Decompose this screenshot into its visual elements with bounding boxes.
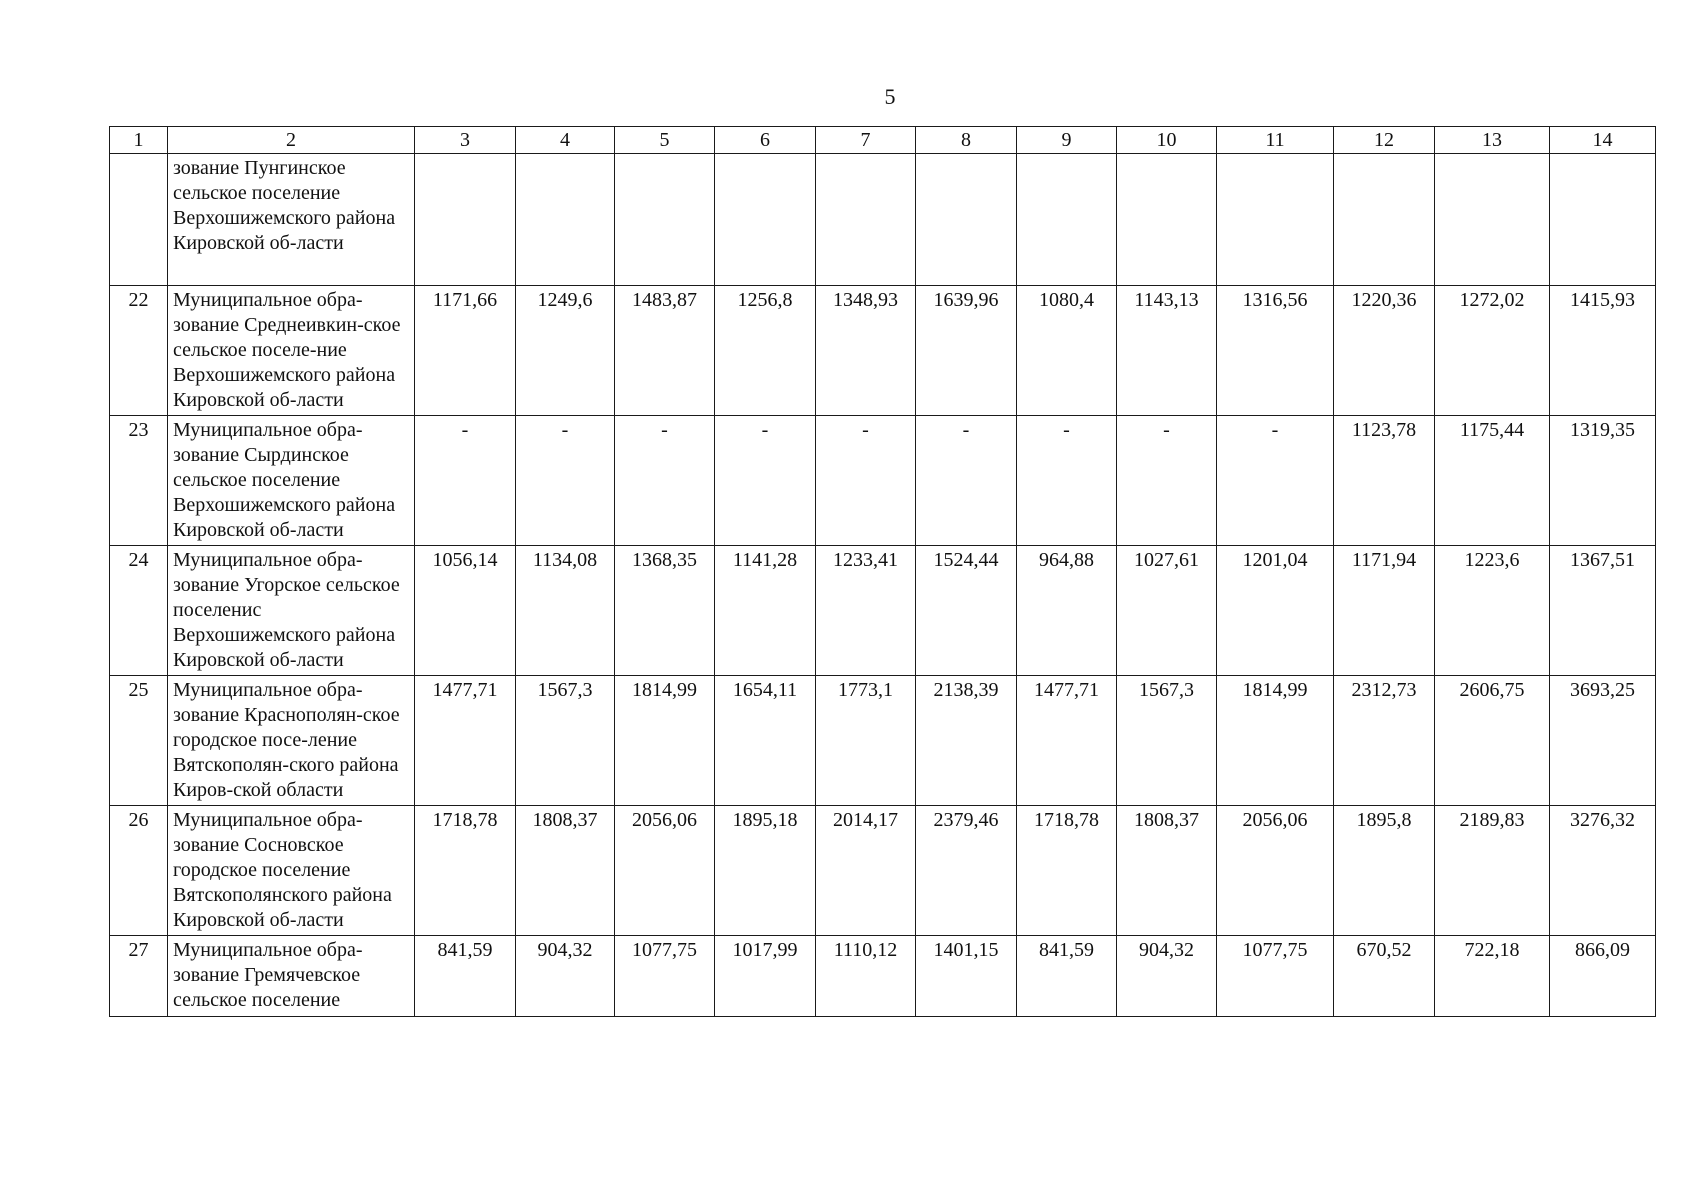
value-cell: 1175,44 — [1435, 416, 1550, 546]
value-cell — [415, 154, 516, 286]
value-cell: 904,32 — [1117, 936, 1217, 1017]
value-cell — [1217, 154, 1334, 286]
value-cell: 1141,28 — [715, 546, 816, 676]
value-cell: 1895,8 — [1334, 806, 1435, 936]
value-cell: 1123,78 — [1334, 416, 1435, 546]
value-cell: 1567,3 — [1117, 676, 1217, 806]
value-cell — [615, 154, 715, 286]
value-cell: 3693,25 — [1550, 676, 1656, 806]
column-header-2: 2 — [168, 127, 415, 154]
value-cell: 1814,99 — [1217, 676, 1334, 806]
table-row — [110, 806, 1656, 936]
value-cell: 2312,73 — [1334, 676, 1435, 806]
value-cell: 2189,83 — [1435, 806, 1550, 936]
row-number: 27 — [110, 936, 168, 1017]
value-cell: 1808,37 — [1117, 806, 1217, 936]
column-header-8: 8 — [916, 127, 1017, 154]
value-cell: 2138,39 — [916, 676, 1017, 806]
value-cell: - — [1017, 416, 1117, 546]
value-cell: 964,88 — [1017, 546, 1117, 676]
column-header-1: 1 — [110, 127, 168, 154]
row-number: 24 — [110, 546, 168, 676]
value-cell: 1077,75 — [1217, 936, 1334, 1017]
table-row — [110, 416, 1656, 546]
value-cell — [1117, 154, 1217, 286]
value-cell: 1171,94 — [1334, 546, 1435, 676]
value-cell: 841,59 — [415, 936, 516, 1017]
value-cell: - — [415, 416, 516, 546]
value-cell: 1654,11 — [715, 676, 816, 806]
column-header-13: 13 — [1435, 127, 1550, 154]
value-cell: - — [615, 416, 715, 546]
column-header-6: 6 — [715, 127, 816, 154]
value-cell: 1415,93 — [1550, 286, 1656, 416]
value-cell: 2606,75 — [1435, 676, 1550, 806]
value-cell: 1773,1 — [816, 676, 916, 806]
value-cell: 3276,32 — [1550, 806, 1656, 936]
column-header-14: 14 — [1550, 127, 1656, 154]
value-cell: 1080,4 — [1017, 286, 1117, 416]
value-cell: - — [715, 416, 816, 546]
value-cell: 1368,35 — [615, 546, 715, 676]
row-number: 22 — [110, 286, 168, 416]
value-cell — [715, 154, 816, 286]
table-row — [110, 154, 1656, 286]
value-cell: 1808,37 — [516, 806, 615, 936]
municipality-name: Муниципальное обра-зование Краснополян-ское городское посе-ление Вятскополян-ского района Киров-ской области — [168, 676, 415, 806]
data-table — [109, 126, 1656, 1017]
value-cell: 1171,66 — [415, 286, 516, 416]
value-cell: 866,09 — [1550, 936, 1656, 1017]
municipality-name: Муниципальное обра-зование Сосновское городское поселение Вятскополянского района Кировской об-ласти — [168, 806, 415, 936]
value-cell: 1814,99 — [615, 676, 715, 806]
value-cell: 1027,61 — [1117, 546, 1217, 676]
municipality-name: Муниципальное обра-зование Сырдинское сельское поселение Верхошижемского района Кировской об-ласти — [168, 416, 415, 546]
header-row — [110, 127, 1656, 154]
value-cell: 1895,18 — [715, 806, 816, 936]
municipality-name: зование Пунгинское сельское поселение Верхошижемского района Кировской об-ласти — [168, 154, 415, 286]
value-cell: 1401,15 — [916, 936, 1017, 1017]
table-row — [110, 936, 1656, 1017]
value-cell: 1477,71 — [1017, 676, 1117, 806]
value-cell: 1077,75 — [615, 936, 715, 1017]
value-cell: 2056,06 — [1217, 806, 1334, 936]
value-cell: - — [816, 416, 916, 546]
value-cell: 1718,78 — [1017, 806, 1117, 936]
value-cell — [1435, 154, 1550, 286]
value-cell — [816, 154, 916, 286]
value-cell: 1143,13 — [1117, 286, 1217, 416]
value-cell: 1223,6 — [1435, 546, 1550, 676]
value-cell: 670,52 — [1334, 936, 1435, 1017]
value-cell: 722,18 — [1435, 936, 1550, 1017]
value-cell — [1017, 154, 1117, 286]
column-header-5: 5 — [615, 127, 715, 154]
value-cell: 2014,17 — [816, 806, 916, 936]
column-header-4: 4 — [516, 127, 615, 154]
value-cell: 1348,93 — [816, 286, 916, 416]
value-cell: 1256,8 — [715, 286, 816, 416]
value-cell: 1367,51 — [1550, 546, 1656, 676]
value-cell: 1110,12 — [816, 936, 916, 1017]
value-cell: 1272,02 — [1435, 286, 1550, 416]
row-number — [110, 154, 168, 286]
column-header-10: 10 — [1117, 127, 1217, 154]
value-cell: 1477,71 — [415, 676, 516, 806]
value-cell: 1319,35 — [1550, 416, 1656, 546]
column-header-7: 7 — [816, 127, 916, 154]
value-cell: 1233,41 — [816, 546, 916, 676]
value-cell — [916, 154, 1017, 286]
value-cell: 904,32 — [516, 936, 615, 1017]
value-cell: 1524,44 — [916, 546, 1017, 676]
value-cell: 2056,06 — [615, 806, 715, 936]
value-cell: - — [516, 416, 615, 546]
value-cell: 1639,96 — [916, 286, 1017, 416]
value-cell: 1056,14 — [415, 546, 516, 676]
row-number: 23 — [110, 416, 168, 546]
value-cell: - — [1217, 416, 1334, 546]
value-cell: 1249,6 — [516, 286, 615, 416]
municipality-name: Муниципальное обра-зование Среднеивкин-ское сельское поселе-ние Верхошижемского района Кировской об-ласти — [168, 286, 415, 416]
value-cell: - — [1117, 416, 1217, 546]
table-row — [110, 546, 1656, 676]
row-number: 25 — [110, 676, 168, 806]
value-cell: 1220,36 — [1334, 286, 1435, 416]
column-header-9: 9 — [1017, 127, 1117, 154]
value-cell — [1334, 154, 1435, 286]
value-cell: 1718,78 — [415, 806, 516, 936]
row-number: 26 — [110, 806, 168, 936]
value-cell: 1017,99 — [715, 936, 816, 1017]
column-header-12: 12 — [1334, 127, 1435, 154]
page-number: 5 — [884, 84, 896, 109]
value-cell: 841,59 — [1017, 936, 1117, 1017]
value-cell: 2379,46 — [916, 806, 1017, 936]
value-cell — [1550, 154, 1656, 286]
value-cell: 1567,3 — [516, 676, 615, 806]
value-cell — [516, 154, 615, 286]
table-row — [110, 676, 1656, 806]
column-header-11: 11 — [1217, 127, 1334, 154]
value-cell: 1483,87 — [615, 286, 715, 416]
value-cell: 1316,56 — [1217, 286, 1334, 416]
column-header-3: 3 — [415, 127, 516, 154]
value-cell: - — [916, 416, 1017, 546]
table-row — [110, 286, 1656, 416]
municipality-name: Муниципальное обра-зование Гремячевское сельское поселение — [168, 936, 415, 1017]
value-cell: 1134,08 — [516, 546, 615, 676]
value-cell: 1201,04 — [1217, 546, 1334, 676]
municipality-name: Муниципальное обра-зование Угорское сельское поселенис Верхошижемского района Кировской об-ласти — [168, 546, 415, 676]
